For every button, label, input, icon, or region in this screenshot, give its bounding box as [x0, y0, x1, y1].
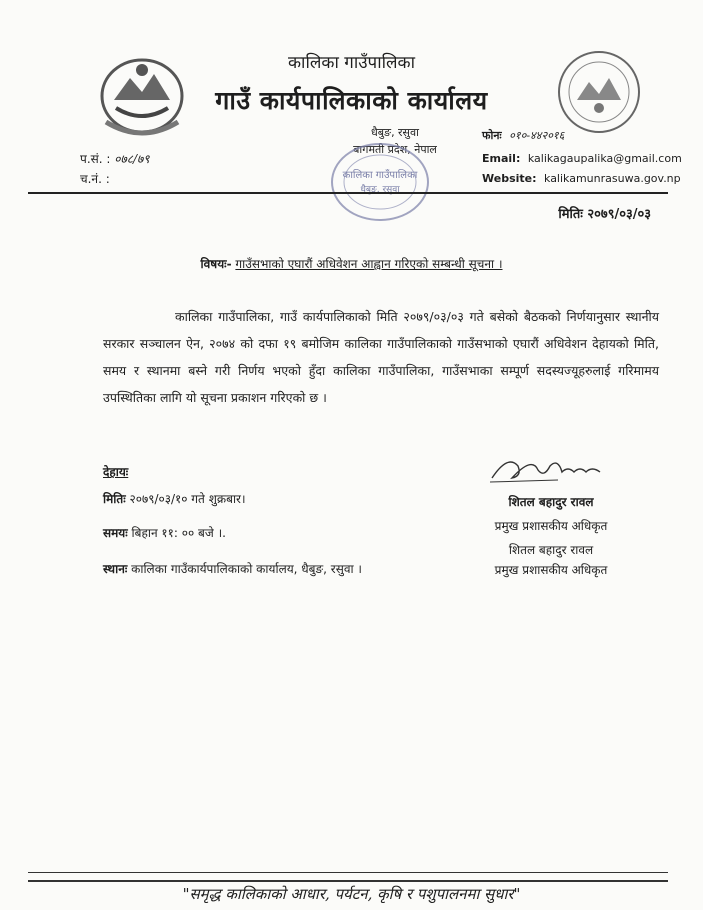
stamp-text-line2: धैबुङ, रसुवा: [360, 185, 400, 195]
details-place-value: कालिका गाउँकार्यपालिकाको कार्यालय, धैबुङ, रसुवा ।: [131, 562, 362, 576]
office-stamp: [320, 140, 440, 230]
header-divider: [28, 192, 668, 194]
website-label: Website:: [482, 172, 537, 185]
address-district: धैबुङ, रसुवा: [371, 126, 419, 139]
details-heading: देहायः: [103, 465, 129, 479]
details-time-label: समयः: [103, 526, 128, 540]
signatory-title: प्रमुख प्रशासकीय अधिकृत: [494, 519, 608, 533]
details-place: [103, 560, 362, 577]
ps-label: प.सं. :: [80, 152, 111, 166]
address-province: बागमती प्रदेश, नेपाल: [353, 143, 437, 156]
details-date: [103, 490, 246, 507]
email-address: kalikagaupalika@gmail.com: [527, 152, 682, 165]
phone-line: [482, 128, 564, 143]
footer-motto: "समृद्ध कालिकाको आधार, पर्यटन, कृषि र पशुपालनमा सुधार": [182, 885, 521, 903]
notice-body: कालिका गाउँपालिका, गाउँ कार्यपालिकाको मिति २०७९/०३/०३ गते बसेको बैठकको निर्णयानुसार स्थानीय सरकार सञ्चालन ऐन, २०७४ को दफा १९ बमोजिम कालिका गाउँपालिकाको गाउँसभाको एघारौं अधिवेशन देहायको मिति, समय र स्थानमा बस्ने गरी निर्णय भएको हुँदा कालिका गाउँपालिका, गाउँसभाका सम्पूर्ण सदस्यज्यूहरुलाई गरिमामय उपस्थितिका लागि यो सूचना प्रकाशन गरिएको छ ।: [103, 309, 659, 405]
details-time-value: बिहान ११: ०० बजे ।.: [131, 526, 226, 540]
phone-label: फोनः: [482, 129, 502, 142]
stamp-text-line1: कालिका गाउँपालिका: [342, 170, 418, 181]
office-title: गाउँ कार्यपालिकाको कार्यालय: [215, 86, 488, 115]
phone-number: ०१०-४४२०१६: [509, 129, 565, 142]
ps-value: ०७८/७९: [114, 152, 150, 166]
email-line: [482, 152, 682, 165]
cn-line: [80, 170, 110, 187]
details-place-label: स्थानः: [103, 562, 128, 576]
footer-divider-thin: [28, 872, 668, 873]
email-label: Email:: [482, 152, 521, 165]
signatory-name-stamp: शितल बहादुर रावल: [508, 543, 594, 557]
municipality-name: कालिका गाउँपालिका: [288, 53, 415, 73]
details-time: [103, 524, 226, 541]
subject-label: विषयः-: [200, 257, 232, 271]
signatory-title-stamp: प्रमुख प्रशासकीय अधिकृत: [494, 563, 608, 577]
website-line: [482, 172, 681, 185]
footer-divider-thick: [28, 880, 668, 882]
subject-line: [0, 255, 703, 272]
ps-line: [80, 150, 150, 167]
subject-text: गाउँसभाको एघारौं अधिवेशन आह्वान गरिएको सम्बन्धी सूचना ।: [235, 257, 503, 271]
letter-date: मितिः २०७९/०३/०३: [558, 207, 651, 222]
signatory-name: शितल बहादुर रावल: [508, 495, 594, 509]
details-date-value: २०७९/०३/१० गते शुक्रबार।: [129, 492, 246, 506]
signature: [488, 448, 608, 488]
cn-label: च.नं. :: [80, 172, 110, 186]
details-date-label: मितिः: [103, 492, 126, 506]
website-address: kalikamunrasuwa.gov.np: [544, 172, 681, 185]
